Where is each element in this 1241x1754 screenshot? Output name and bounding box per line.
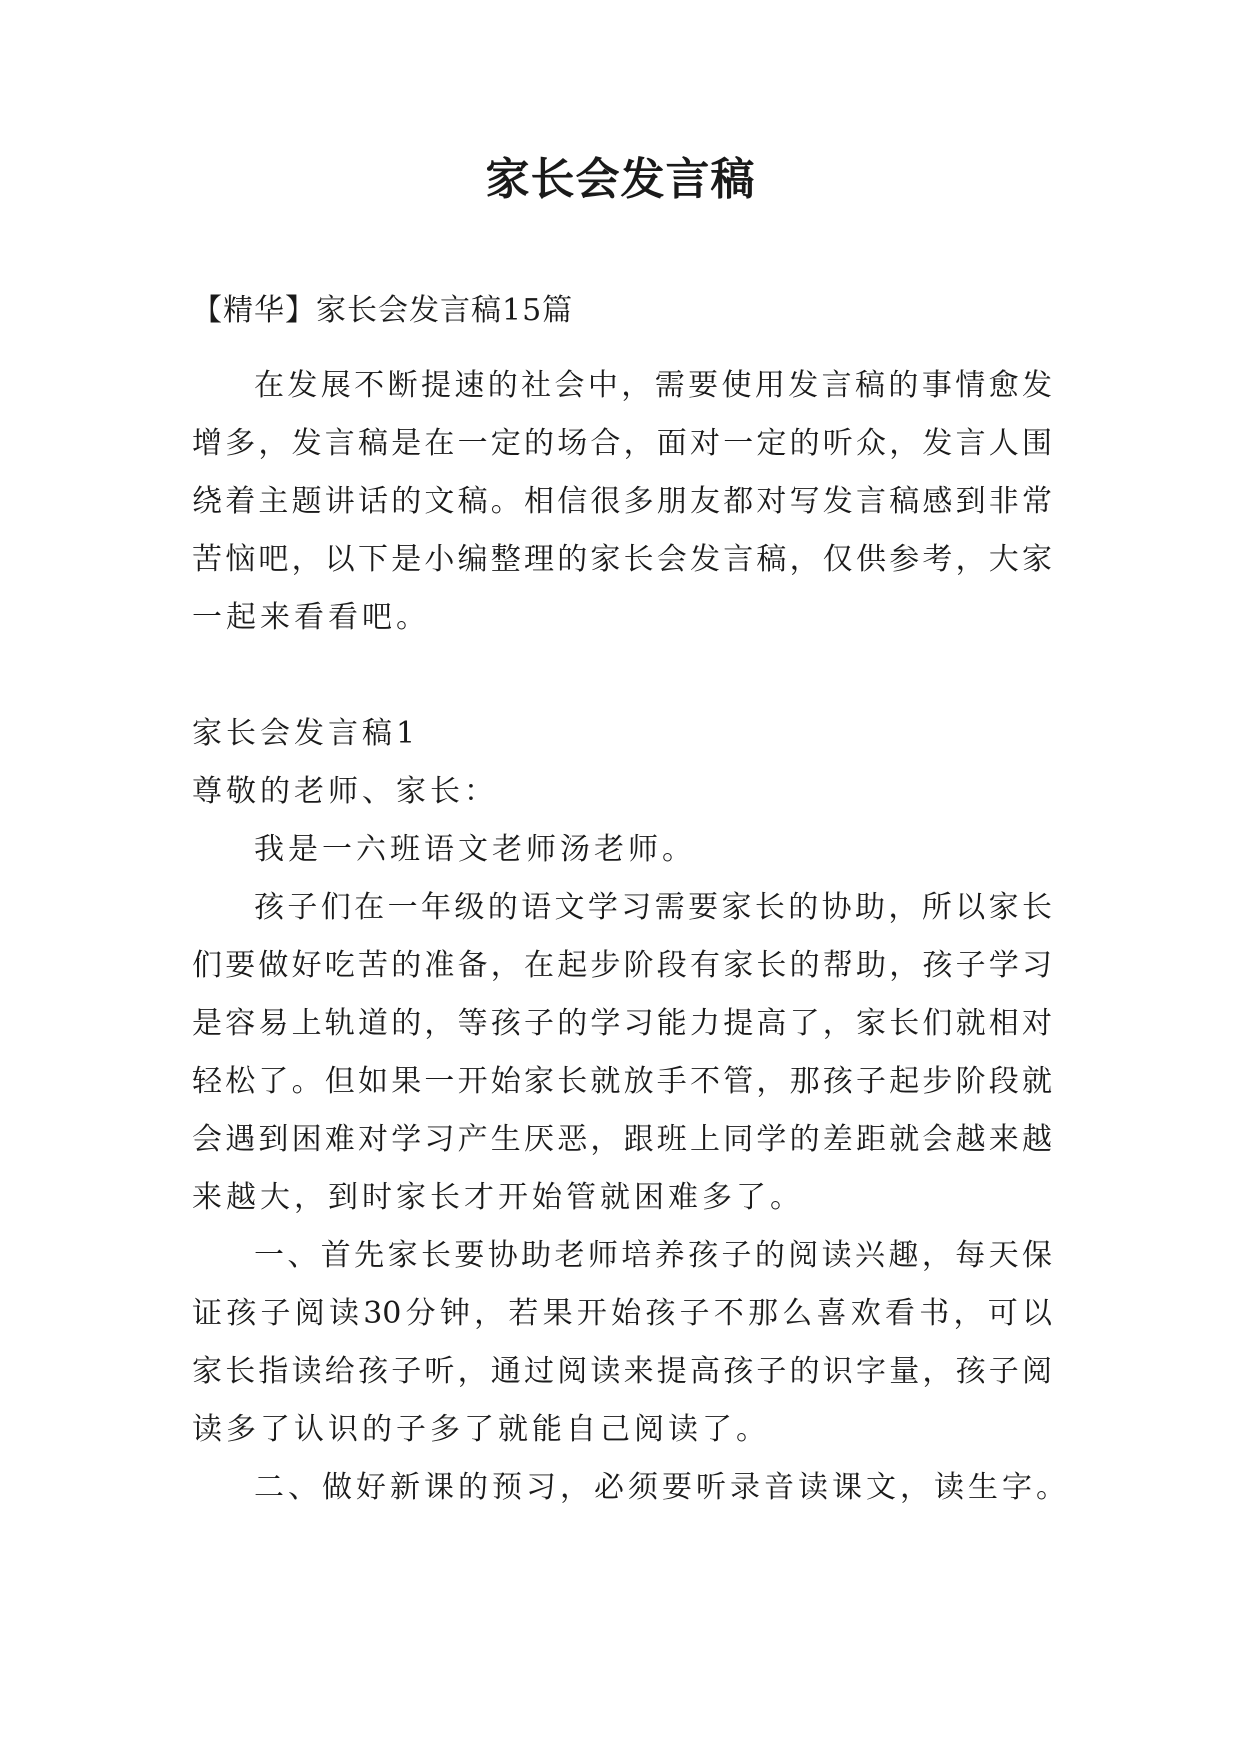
paragraph-line: 一、首先家长要协助老师培养孩子的阅读兴趣，每天保 (254, 1238, 1052, 1273)
intro-paragraph (192, 357, 1052, 647)
paragraph-line: 轻松了。但如果一开始家长就放手不管，那孩子起步阶段就 (192, 1064, 1052, 1099)
intro-line: 增多，发言稿是在一定的场合，面对一定的听众，发言人围 (192, 426, 1052, 461)
paragraph-line: 们要做好吃苦的准备，在起步阶段有家长的帮助，孩子学习 (192, 948, 1052, 983)
intro-line: 一起来看看吧。 (192, 600, 430, 635)
salutation: 尊敬的老师、家长： (192, 774, 498, 809)
paragraph-4 (192, 1459, 1072, 1517)
document-subtitle: 【精华】家长会发言稿15篇 (192, 293, 574, 328)
paragraph-line: 家长指读给孩子听，通过阅读来提高孩子的识字量，孩子阅 (192, 1354, 1052, 1389)
section-header (192, 705, 1052, 879)
paragraph-2 (192, 879, 1052, 1227)
intro-line: 绕着主题讲话的文稿。相信很多朋友都对写发言稿感到非常 (192, 484, 1052, 519)
paragraph-line: 读多了认识的子多了就能自己阅读了。 (192, 1412, 770, 1447)
intro-line: 在发展不断提速的社会中，需要使用发言稿的事情愈发 (254, 368, 1052, 403)
document-title: 家长会发言稿 (485, 154, 756, 205)
paragraph-3 (192, 1227, 1052, 1459)
paragraph-line: 会遇到困难对学习产生厌恶，跟班上同学的差距就会越来越 (192, 1122, 1052, 1157)
paragraph-line: 证孩子阅读30分钟，若果开始孩子不那么喜欢看书，可以 (192, 1296, 1052, 1331)
paragraph-1: 我是一六班语文老师汤老师。 (254, 832, 696, 867)
paragraph-line: 孩子们在一年级的语文学习需要家长的协助，所以家长 (254, 890, 1052, 925)
section-heading: 家长会发言稿1 (192, 716, 420, 751)
paragraph-line: 二、做好新课的预习，必须要听录音读课文，读生字。 (254, 1470, 1070, 1505)
intro-line: 苦恼吧，以下是小编整理的家长会发言稿，仅供参考，大家 (192, 542, 1052, 577)
paragraph-line: 来越大，到时家长才开始管就困难多了。 (192, 1180, 804, 1215)
paragraph-line: 是容易上轨道的，等孩子的学习能力提高了，家长们就相对 (192, 1006, 1052, 1041)
